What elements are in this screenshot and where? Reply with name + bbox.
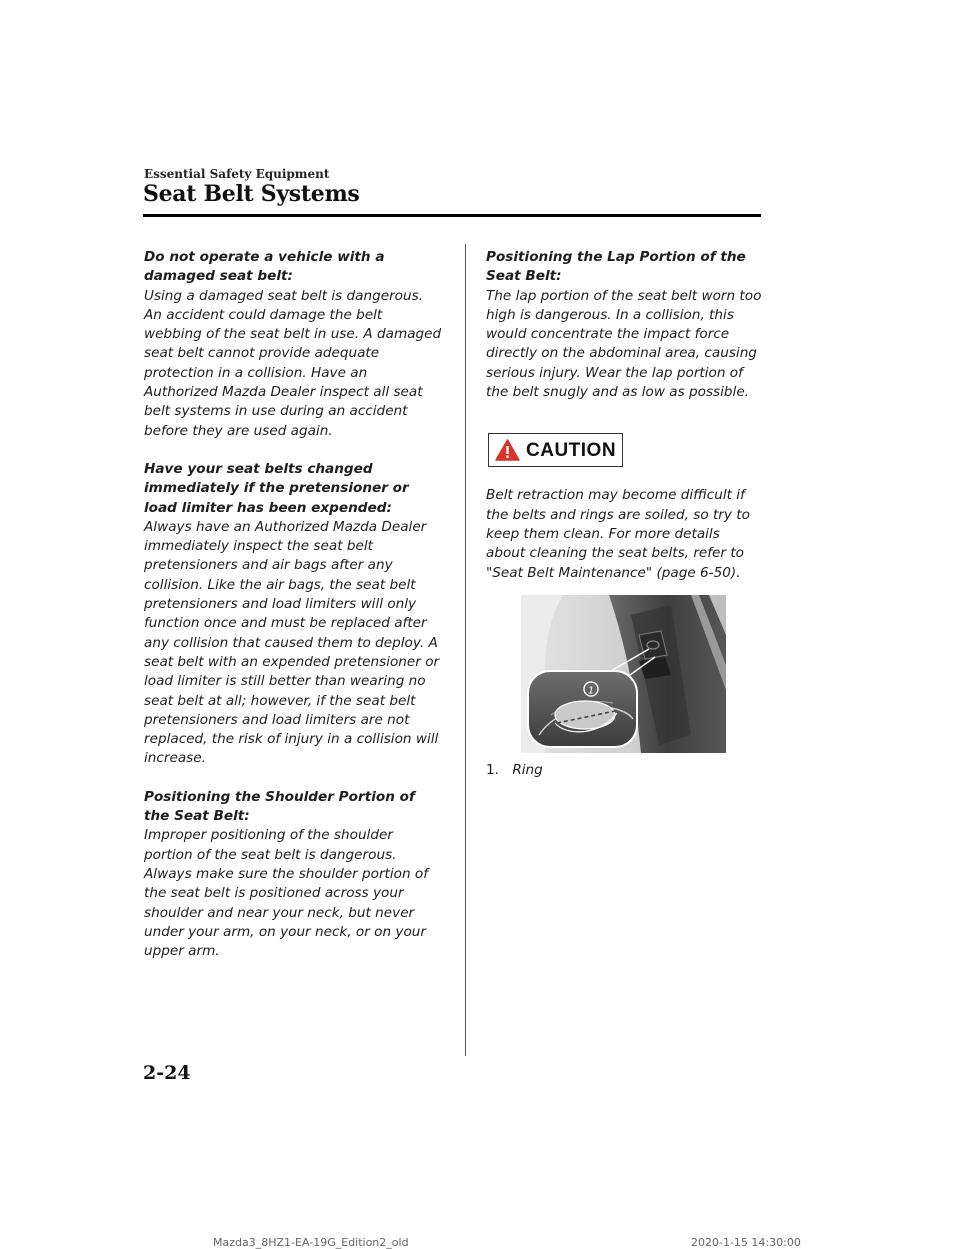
block-body: Using a damaged seat belt is dangerous. An accident could damage the belt webbing of the seat belt in use. A damaged seat belt cannot provide adequate protection in a collision. Have an Authorized Mazda Dealer inspect all seat belt systems in use during an accident before they are used again. — [144, 287, 442, 439]
warning-block-damaged-belt — [144, 248, 444, 441]
block-heading: Have your seat belts changed immediately if the pretensioner or load limiter has been expended: — [144, 460, 409, 516]
block-heading: Do not operate a vehicle with a damaged seat belt: — [144, 249, 385, 285]
caption-number: 1. — [486, 761, 499, 778]
page-number: 2-24 — [143, 1062, 191, 1084]
title-rule — [143, 214, 761, 217]
right-column — [486, 248, 762, 780]
figure-callout-number: 1 — [587, 685, 595, 697]
footer-file-name: Mazda3_8HZ1-EA-19G_Edition2_old — [213, 1236, 409, 1249]
section-label: Essential Safety Equipment — [144, 167, 330, 181]
seat-belt-ring-illustration — [521, 595, 726, 753]
left-column — [144, 248, 444, 980]
warning-block-lap-portion — [486, 248, 762, 402]
footer-timestamp: 2020-1-15 14:30:00 — [691, 1236, 801, 1249]
caption-text: Ring — [512, 761, 543, 778]
warning-block-shoulder-portion — [144, 788, 444, 962]
warning-triangle-icon — [495, 439, 520, 461]
block-heading: Positioning the Lap Portion of the Seat Belt: — [486, 249, 746, 285]
caution-label: CAUTION — [526, 439, 617, 461]
caution-text: Belt retraction may become difficult if the belts and rings are soiled, so try to keep them clean. For more details about cleaning the seat belts, refer to "Seat Belt Maintenance" (page 6-50). — [486, 487, 750, 581]
page-title: Seat Belt Systems — [143, 181, 360, 207]
block-body: Improper positioning of the shoulder portion of the seat belt is dangerous. Always make sure the shoulder portion of the seat belt is positioned across your shoulder and near your neck, but never under your arm, on your neck, or on your upper arm. — [144, 827, 429, 960]
block-body: The lap portion of the seat belt worn too high is dangerous. In a collision, this would concentrate the impact force directly on the abdominal area, causing serious injury. Wear the lap portion of the belt snugly and as low as possible. — [486, 287, 762, 401]
block-body: Always have an Authorized Mazda Dealer immediately inspect the seat belt pretensioners and air bags after any collision. Like the air bags, the seat belt pretensioners and load limiters will only function once and must be replaced after any collision that caused them to deploy. A seat belt with an expended pretensioner or load limiter is still better than wearing no seat belt at all; however, if the seat belt pretensioners and load limiters are not replaced, the risk of injury in a collision will increase. — [144, 518, 440, 767]
column-divider — [465, 244, 466, 1056]
figure-caption — [486, 761, 762, 780]
block-heading: Positioning the Shoulder Portion of the Seat Belt: — [144, 788, 415, 825]
warning-block-pretensioner — [144, 460, 444, 769]
caution-label-box — [488, 433, 623, 467]
